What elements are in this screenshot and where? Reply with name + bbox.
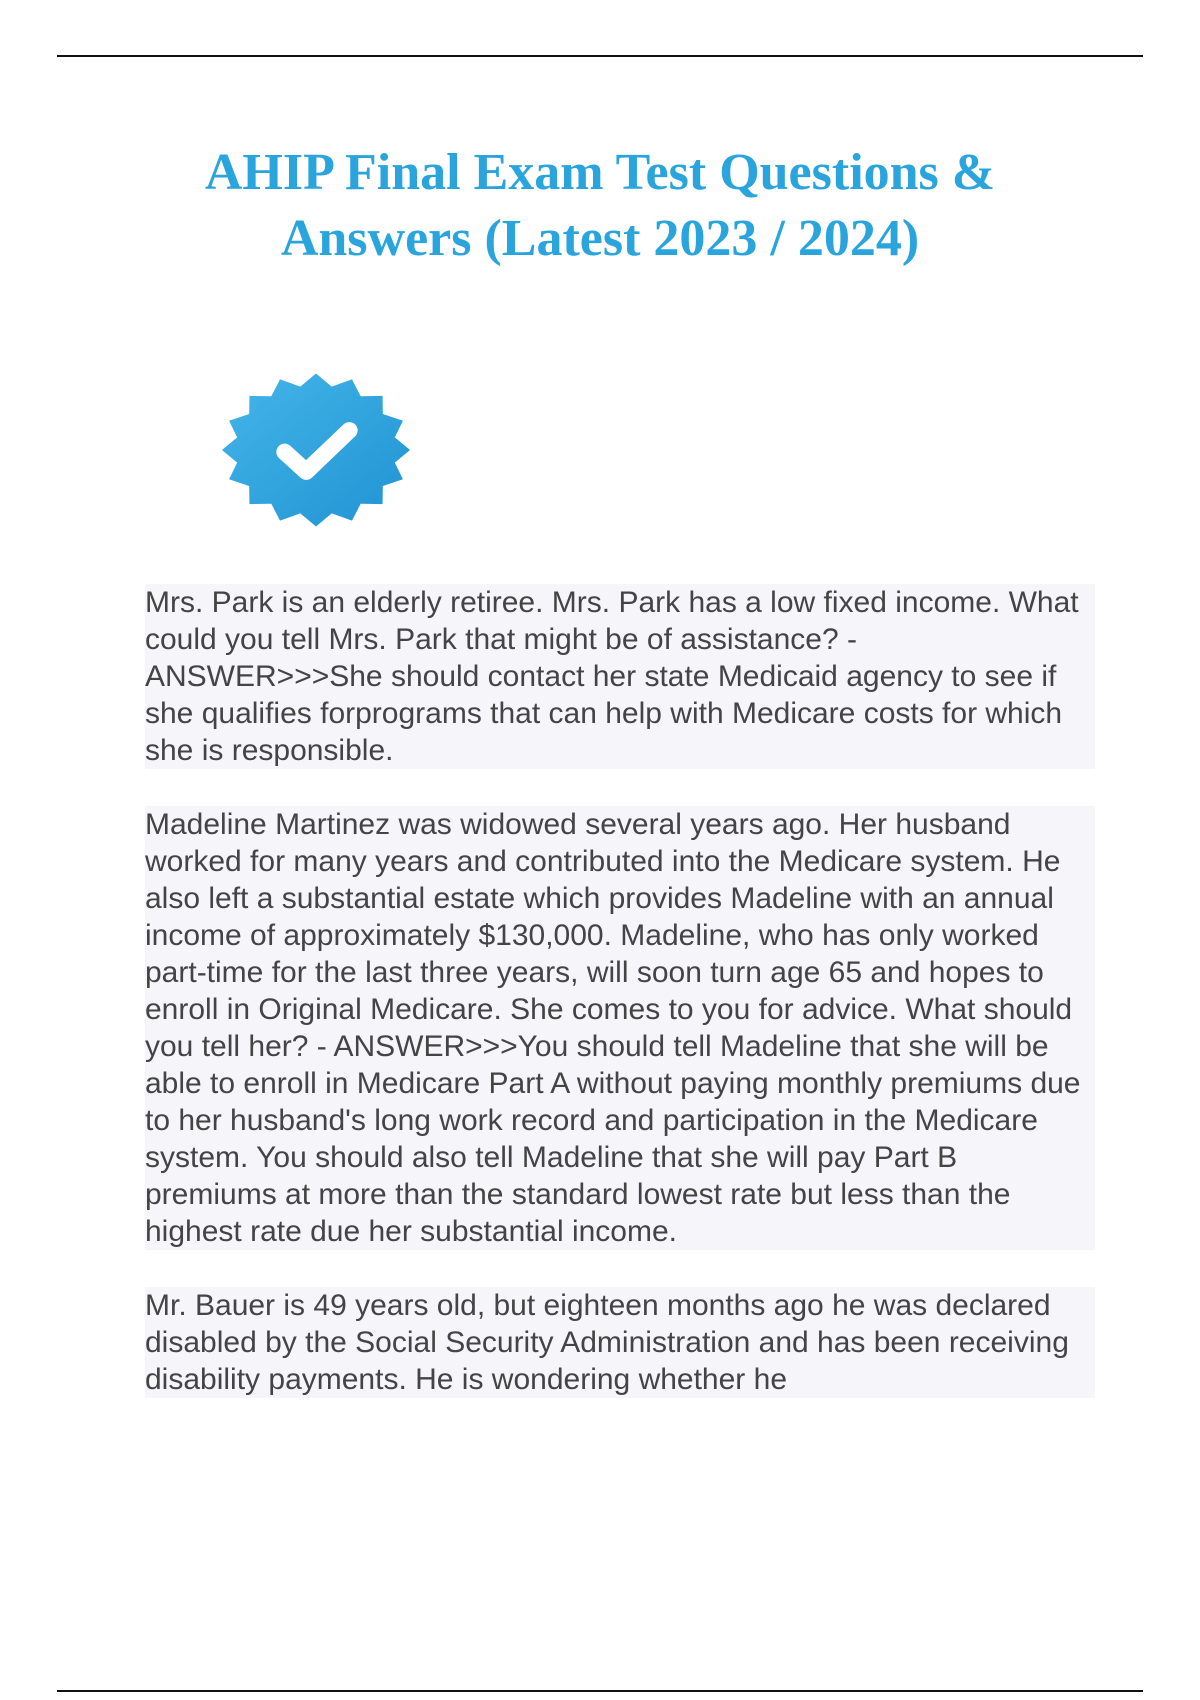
qa-content bbox=[145, 584, 1095, 1435]
verified-badge-icon bbox=[218, 370, 414, 530]
bottom-rule bbox=[57, 1690, 1143, 1692]
qa-item-bauer: Mr. Bauer is 49 years old, but eighteen months ago he was declared disabled by the Social Security Administration and has been receiving disability payments. He is wondering whether he bbox=[145, 1287, 1095, 1398]
document-title: AHIP Final Exam Test Questions & Answers (Latest 2023 / 2024) bbox=[204, 144, 996, 267]
qa-item-martinez: Madeline Martinez was widowed several years ago. Her husband worked for many years and contributed into the Medicare system. He also left a substantial estate which provides Madeline with an annual income of approximately $130,000. Madeline, who has only worked part-time for the last three years, will soon turn age 65 and hopes to enroll in Original Medicare. She comes to you for advice. What should you tell her? - ANSWER>>>You should tell Madeline that she will be able to enroll in Medicare Part A without paying monthly premiums due to her husband's long work record and participation in the Medicare system. You should also tell Madeline that she will pay Part B premiums at more than the standard lowest rate but less than the highest rate due her substantial income. bbox=[145, 806, 1095, 1250]
top-rule bbox=[57, 55, 1143, 57]
qa-item-park: Mrs. Park is an elderly retiree. Mrs. Park has a low fixed income. What could you tell Mrs. Park that might be of assistance? - ANSWER>>>She should contact her state Medicaid agency to see if she qualifies forprograms that can help with Medicare costs for which she is responsible. bbox=[145, 584, 1095, 769]
